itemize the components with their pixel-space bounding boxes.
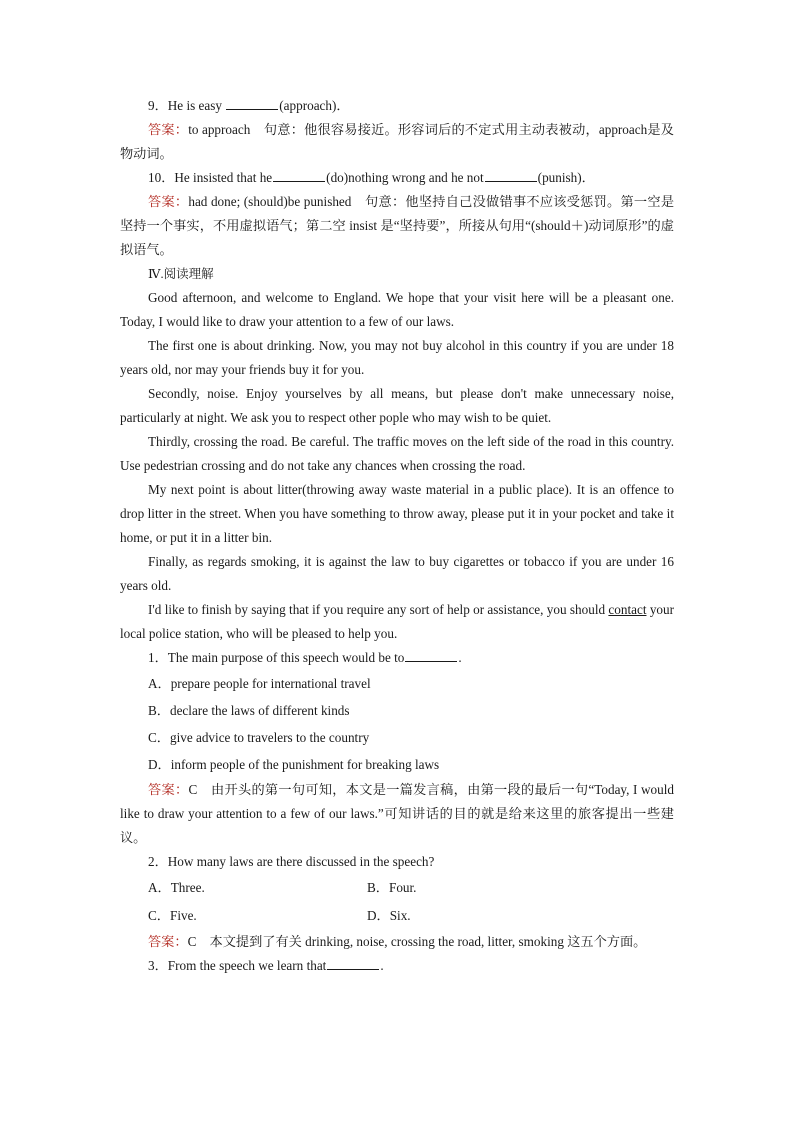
reading-question-1-option-d: D．inform people of the punishment for breaking laws (148, 757, 440, 772)
reading-answer-2-text: C 本文提到了有关 drinking, noise, crossing the road, litter, smoking 这五个方面。 (187, 934, 647, 949)
reading-answer-1-label: 答案： (148, 782, 189, 797)
answer-9-text: to approach 句意：他很容易接近。形容词后的不定式用主动表被动，approach是及物动词。 (120, 122, 674, 161)
reading-answer-2-label: 答案： (148, 934, 188, 949)
reading-question-1 (120, 646, 674, 670)
reading-question-3-stem: 3．From the speech we learn that (148, 958, 327, 973)
question-10-blank-2 (485, 167, 537, 182)
underlined-word-contact: contact (608, 602, 647, 617)
reading-question-2-option-d: D．Six. (367, 908, 411, 923)
answer-9-label: 答案： (148, 122, 189, 137)
answer-10-label: 答案： (148, 194, 189, 209)
question-9-text-before: He is easy (167, 98, 226, 113)
reading-question-1-stem-end: . (458, 650, 462, 665)
passage-paragraph-3: Secondly, noise. Enjoy yourselves by all means, but please don't make unnecessary noise, particularly at night. We ask you to respect other pople who may wish to be quiet. (120, 386, 674, 425)
question-10 (120, 166, 674, 190)
reading-question-2-option-a: A．Three. (148, 880, 205, 895)
passage-paragraph-5: My next point is about litter(throwing away waste material in a public place). It is an offence to drop litter in the street. When you have something to throw away, please put it in your pocket and take it home, or put it in a litter bin. (120, 482, 674, 545)
passage-paragraph-7-after: your local police station, who will be pleased to help you. (120, 602, 674, 641)
reading-question-3-stem-end: . (380, 958, 384, 973)
passage-paragraph-1: Good afternoon, and welcome to England. We hope that your visit here will be a pleasant one. Today, I would like to draw your attention to a few of our laws. (120, 290, 674, 329)
question-9-text-after: (approach)． (279, 98, 350, 113)
question-10-blank-1 (273, 167, 325, 182)
question-9-number: 9． (148, 98, 168, 113)
answer-10 (120, 190, 674, 262)
question-10-text-before: He insisted that he (174, 170, 273, 185)
reading-answer-2 (120, 930, 674, 954)
reading-answer-1-text: C 由开头的第一句可知，本文是一篇发言稿，由第一段的最后一句“Today, I would like to draw your attention to a few of our laws.”可知讲话的目的就是给来这里的旅客提出一些建议。 (120, 782, 674, 845)
passage-paragraph-7-before: I'd like to finish by saying that if you require any sort of help or assistance, you should (148, 602, 609, 617)
question-10-number: 10． (148, 170, 175, 185)
reading-question-1-option-c: C．give advice to travelers to the country (148, 730, 370, 745)
passage-paragraph-4: Thirdly, crossing the road. Be careful. The traffic moves on the left side of the road in this country. Use pedestrian crossing and do not take any chances when crossing the road. (120, 434, 674, 473)
question-9 (120, 94, 674, 118)
reading-question-1-option-b: B．declare the laws of different kinds (148, 703, 350, 718)
answer-10-text: had done; (should)be punished 句意：他坚持自己没做错事不应该受惩罚。第一空是坚持一个事实，不用虚拟语气；第二空 insist 是“坚持要”，所接从句用“(should＋)动词原形”的虚拟语气。 (120, 194, 675, 257)
reading-question-2-options-row-2 (120, 902, 674, 930)
reading-question-2-option-c: C．Five. (148, 908, 197, 923)
reading-question-3-blank (327, 955, 379, 970)
passage-paragraph-7 (120, 598, 674, 646)
question-10-text-after: (punish)． (537, 170, 595, 185)
reading-question-3 (120, 954, 674, 978)
passage-paragraph-6: Finally, as regards smoking, it is against the law to buy cigarettes or tobacco if you are under 16 years old. (120, 554, 674, 593)
reading-question-1-option-a: A．prepare people for international travel (148, 676, 371, 691)
section-title: Ⅳ.阅读理解 (148, 267, 214, 281)
reading-question-2-option-b: B．Four. (367, 880, 417, 895)
reading-question-1-blank (405, 647, 457, 662)
reading-question-2-options-row-1 (120, 874, 674, 902)
reading-question-1-stem: 1．The main purpose of this speech would be to (148, 650, 405, 665)
document-page (120, 94, 674, 978)
question-9-blank (226, 95, 278, 110)
reading-answer-1 (120, 778, 674, 850)
reading-question-2: 2．How many laws are there discussed in the speech? (148, 854, 435, 869)
question-10-text-mid: (do)nothing wrong and he not (326, 170, 484, 185)
answer-9 (120, 118, 674, 166)
passage-paragraph-2: The first one is about drinking. Now, you may not buy alcohol in this country if you are under 18 years old, nor may your friends buy it for you. (120, 338, 674, 377)
